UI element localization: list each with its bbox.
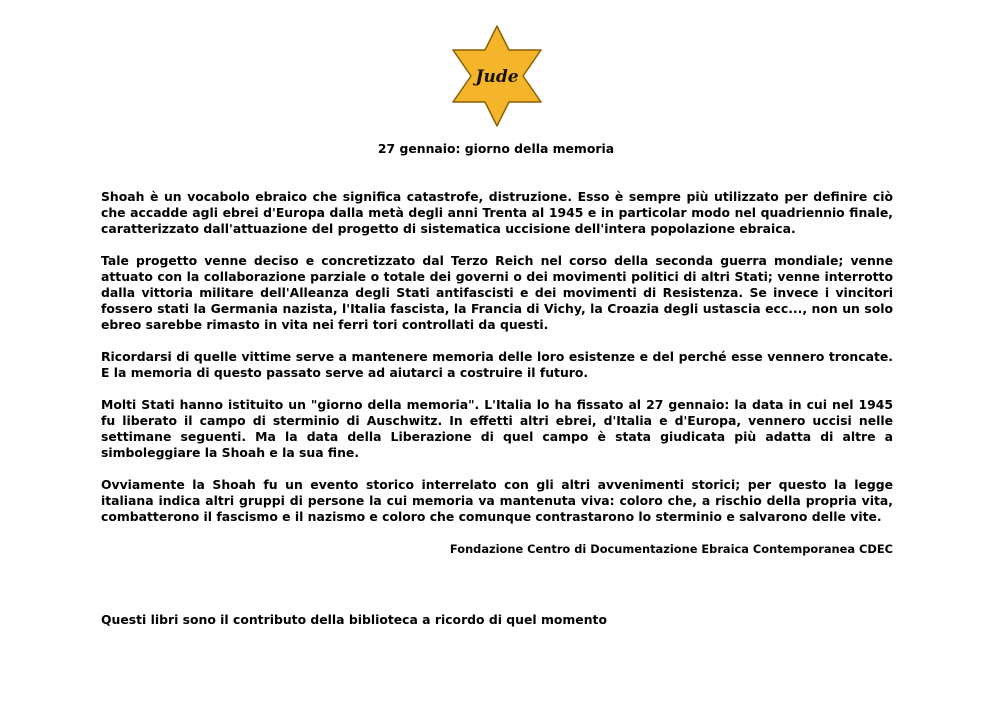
page-title: 27 gennaio: giorno della memoria xyxy=(377,141,615,156)
paragraph: Tale progetto venne deciso e concretizzato dal Terzo Reich nel corso della seconda guerra mondiale; venne attuato con la collaborazione parziale o totale dei governi o dei movimenti politici di altri Stati; venne interrotto dalla vittoria militare dell'Alleanza degli Stati antifascisti e dei movimenti di Resistenza. Se invece i vincitori fossero stati la Germania nazista, l'Italia fascista, la Francia di Vichy, la Croazia degli ustascia ecc..., non un solo ebreo sarebbe rimasto in vita nei ferri tori controllati da questi. xyxy=(101,253,893,332)
star-of-david-icon xyxy=(451,24,543,128)
closing-line: Questi libri sono il contributo della biblioteca a ricordo di quel momento xyxy=(101,612,607,627)
paragraph: Molti Stati hanno istituito un "giorno della memoria". L'Italia lo ha fissato al 27 gennaio: la data in cui nel 1945 fu liberato il campo di sterminio di Auschwitz. In effetti altri ebrei, d'Italia e d'Europa, vennero uccisi nelle settimane seguenti. Ma la data della Liberazione di quel campo è stata giudicata più adatta di altre a simboleggiare la Shoah e la sua fine. xyxy=(101,397,893,460)
paragraph: Ovviamente la Shoah fu un evento storico interrelato con gli altri avvenimenti storici; per questo la legge italiana indica altri gruppi di persone la cui memoria va mantenuta viva: coloro che, a rischio della propria vita, combatterono il fascismo e il nazismo e coloro che comunque contrastarono lo sterminio e salvarono delle vite. xyxy=(101,477,893,524)
paragraph: Shoah è un vocabolo ebraico che significa catastrofe, distruzione. Esso è sempre più utilizzato per definire ciò che accadde agli ebrei d'Europa dalla metà degli anni Trenta al 1945 e in particolar modo nel quadriennio finale, caratterizzato dall'attuazione del progetto di sistematica uccisione dell'intera popolazione ebraica. xyxy=(101,189,893,236)
signature: Fondazione Centro di Documentazione Ebraica Contemporanea CDEC xyxy=(449,542,893,556)
document-body xyxy=(101,189,893,557)
star-label: Jude xyxy=(475,67,519,87)
paragraph: Ricordarsi di quelle vittime serve a mantenere memoria delle loro esistenze e del perché esse vennero troncate. E la memoria di questo passato serve ad aiutarci a costruire il futuro. xyxy=(101,349,893,380)
